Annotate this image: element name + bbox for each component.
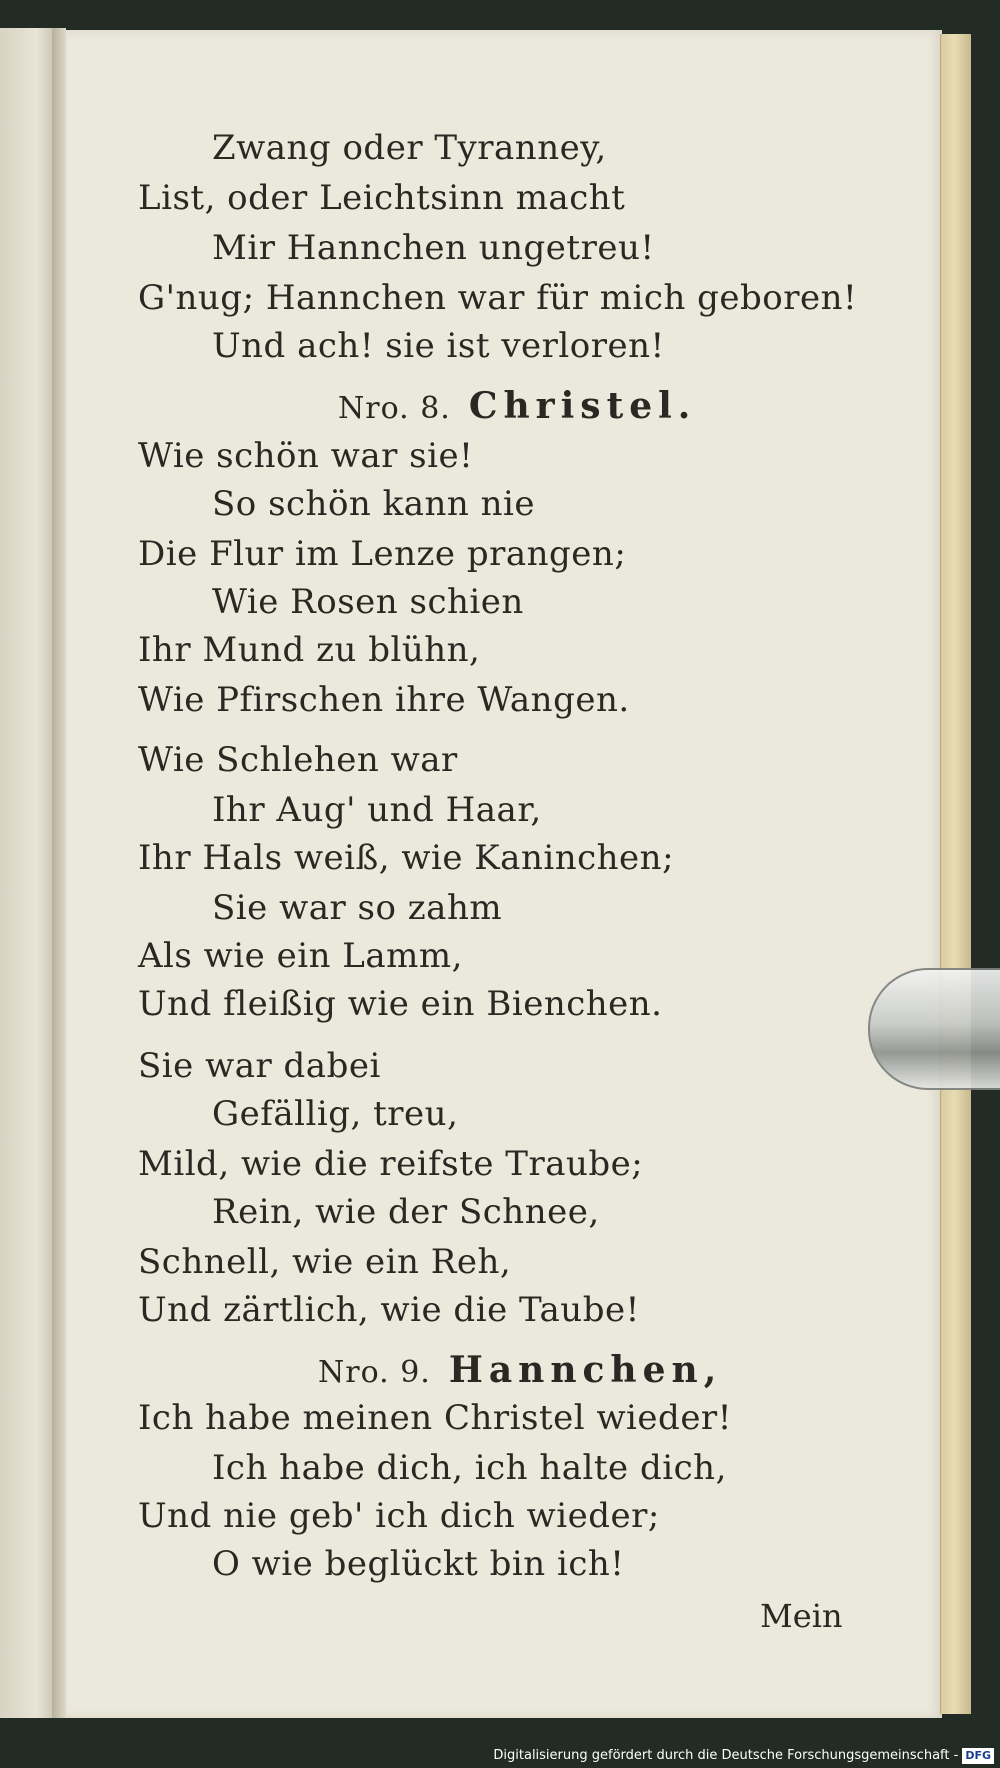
verse-line: Die Flur im Lenze prangen; xyxy=(138,534,627,574)
verse-line: Gefällig, treu, xyxy=(212,1094,459,1134)
credit-text: Digitalisierung gefördert durch die Deutsche Forschungsgemeinschaft - xyxy=(493,1748,959,1763)
verse-line: Ihr Aug' und Haar, xyxy=(212,790,542,830)
dfg-logo: DFG xyxy=(962,1748,994,1764)
song-number: Nro. 8. xyxy=(338,391,451,426)
page-clip xyxy=(868,968,1000,1090)
catchword: Mein xyxy=(760,1597,843,1635)
verse-line: O wie beglückt bin ich! xyxy=(212,1544,625,1584)
verse-line: Und zärtlich, wie die Taube! xyxy=(138,1290,640,1330)
verse-line: Mild, wie die reifste Traube; xyxy=(138,1144,644,1184)
verse-line: Wie Pfirschen ihre Wangen. xyxy=(138,680,630,720)
verse-line: Mir Hannchen ungetreu! xyxy=(212,228,655,268)
verse-line: G'nug; Hannchen war für mich geboren! xyxy=(138,278,858,318)
verse-line: Wie Schlehen war xyxy=(138,740,458,780)
verse-line: List, oder Leichtsinn macht xyxy=(138,178,626,218)
verse-line: Ihr Hals weiß, wie Kaninchen; xyxy=(138,838,675,878)
verse-line: Wie Rosen schien xyxy=(212,582,524,622)
verse-line: Rein, wie der Schnee, xyxy=(212,1192,600,1232)
verse-line: Sie war so zahm xyxy=(212,888,503,928)
song-heading xyxy=(338,386,696,433)
verse-line: Ihr Mund zu blühn, xyxy=(138,630,481,670)
song-number: Nro. 9. xyxy=(318,1355,431,1390)
verse-line: Schnell, wie ein Reh, xyxy=(138,1242,512,1282)
verse-line: Ich habe dich, ich halte dich, xyxy=(212,1448,727,1488)
verse-line: Zwang oder Tyranney, xyxy=(212,128,607,168)
verse-line: Und nie geb' ich dich wieder; xyxy=(138,1496,660,1536)
song-title: Hannchen, xyxy=(448,1349,723,1391)
verse-line: Wie schön war sie! xyxy=(138,436,474,476)
song-title: Christel. xyxy=(468,385,697,427)
verse-line: Ich habe meinen Christel wieder! xyxy=(138,1398,732,1438)
digitization-credit xyxy=(493,1746,994,1766)
verse-line: So schön kann nie xyxy=(212,484,535,524)
verse-line: Und fleißig wie ein Bienchen. xyxy=(138,984,663,1024)
verse-line: Als wie ein Lamm, xyxy=(138,936,463,976)
verse-line: Und ach! sie ist verloren! xyxy=(212,326,665,366)
song-heading xyxy=(318,1350,722,1397)
verse-line: Sie war dabei xyxy=(138,1046,381,1086)
